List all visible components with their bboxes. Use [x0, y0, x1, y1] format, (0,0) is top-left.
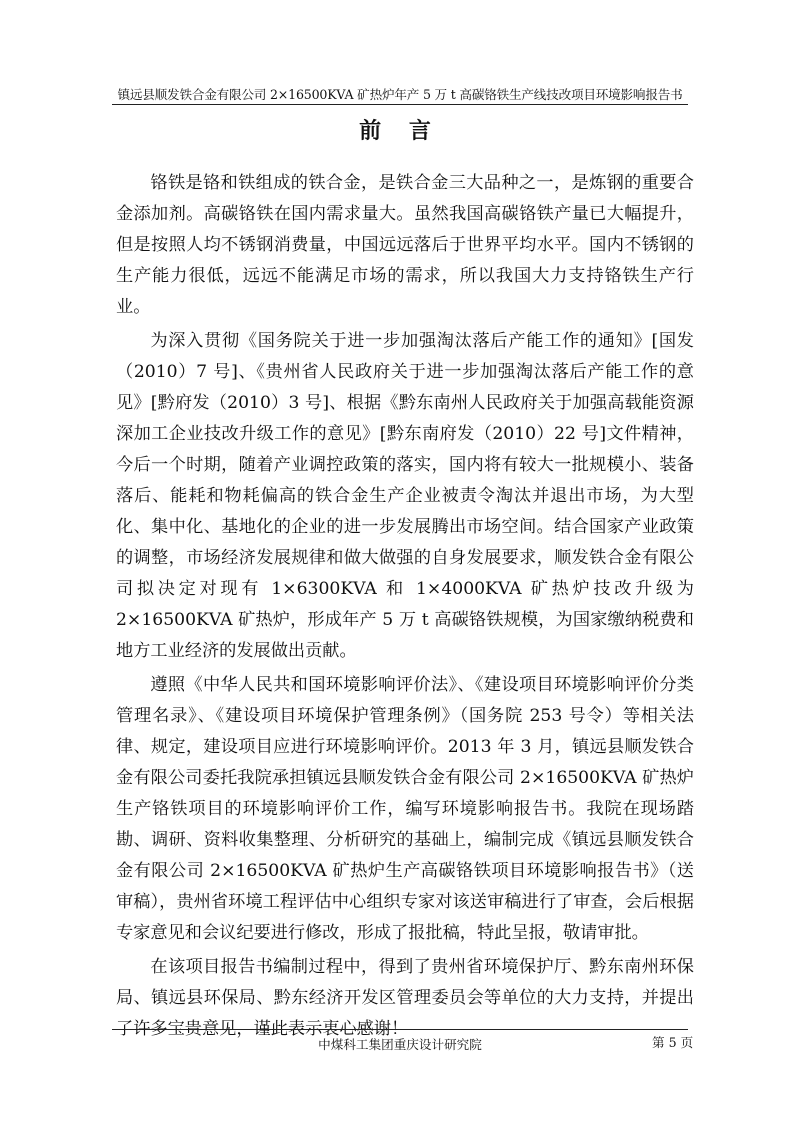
- paragraph-intro: 铬铁是铬和铁组成的铁合金，是铁合金三大品种之一，是炼钢的重要合金添加剂。高碳铬铁在国内需求量大。虽然我国高碳铬铁产量已大幅提升，但是按照人均不锈钢消费量，中国远远落后于世界平均水平。国内不锈钢的生产能力很低，远远不能满足市场的需求，所以我国大力支持铬铁生产行业。: [116, 173, 694, 317]
- paragraph-policy: 为深入贯彻《国务院关于进一步加强淘汰落后产能工作的通知》[国发（2010）7 号]、《贵州省人民政府关于进一步加强淘汰落后产能工作的意见》[黔府发（2010）3 号]、根据《黔东南州人民政府关于加强高载能资源深加工企业技改升级工作的意见》[黔东南府发（2010）22 号]文件精神，今后一个时期，随着产业调控政策的落实，国内将有较大一批规模小、装备落后、能耗和物耗偏高的铁合金生产企业被责令淘汰并退出市场，为大型化、集中化、基地化的企业的进一步发展腾出市场空间。结合国家产业政策的调整，市场经济发展规律和做大做强的自身发展要求，顺发铁合金有限公司拟决定对现有 1×6300KVA 和 1×4000KVA 矿热炉技改升级为 2×16500KVA 矿热炉，形成年产 5 万 t 高碳铬铁规模，为国家缴纳税费和地方工业经济的发展做出贡献。: [116, 331, 694, 661]
- paragraph-assessment: 遵照《中华人民共和国环境影响评价法》、《建设项目环境影响评价分类管理名录》、《建设项目环境保护管理条例》（国务院 253 号令）等相关法律、规定，建设项目应进行环境影响评价。2013 年 3 月，镇远县顺发铁合金有限公司委托我院承担镇远县顺发铁合金有限公司 2×16500KVA 矿热炉生产铬铁项目的环境影响评价工作，编写环境影响报告书。我院在现场踏勘、调研、资料收集整理、分析研究的基础上，编制完成《镇远县顺发铁合金有限公司 2×16500KVA 矿热炉生产高碳铬铁项目环境影响报告书》（送审稿），贵州省环境工程评估中心组织专家对该送审稿进行了审查，会后根据专家意见和会议纪要进行修改，形成了报批稿，特此呈报，敬请审批。: [116, 675, 694, 943]
- footer-rule: [112, 1029, 688, 1030]
- running-header: 镇远县顺发铁合金有限公司 2×16500KVA 矿热炉年产 5 万 t 高碳铬铁生产线技改项目环境影响报告书: [117, 87, 683, 102]
- paragraph-acknowledgement: 在该项目报告书编制过程中，得到了贵州省环境保护厅、黔东南州环保局、镇远县环保局、黔东经济开发区管理委员会等单位的大力支持，并提出了许多宝贵意见，谨此表示衷心感谢！: [116, 957, 694, 1039]
- header-rule: [112, 104, 688, 105]
- footer-organization: 中煤科工集团重庆设计研究院: [318, 1037, 482, 1052]
- page-number: 第 5 页: [652, 1035, 694, 1050]
- section-title: 前 言: [359, 118, 441, 144]
- body-text: [116, 168, 694, 1045]
